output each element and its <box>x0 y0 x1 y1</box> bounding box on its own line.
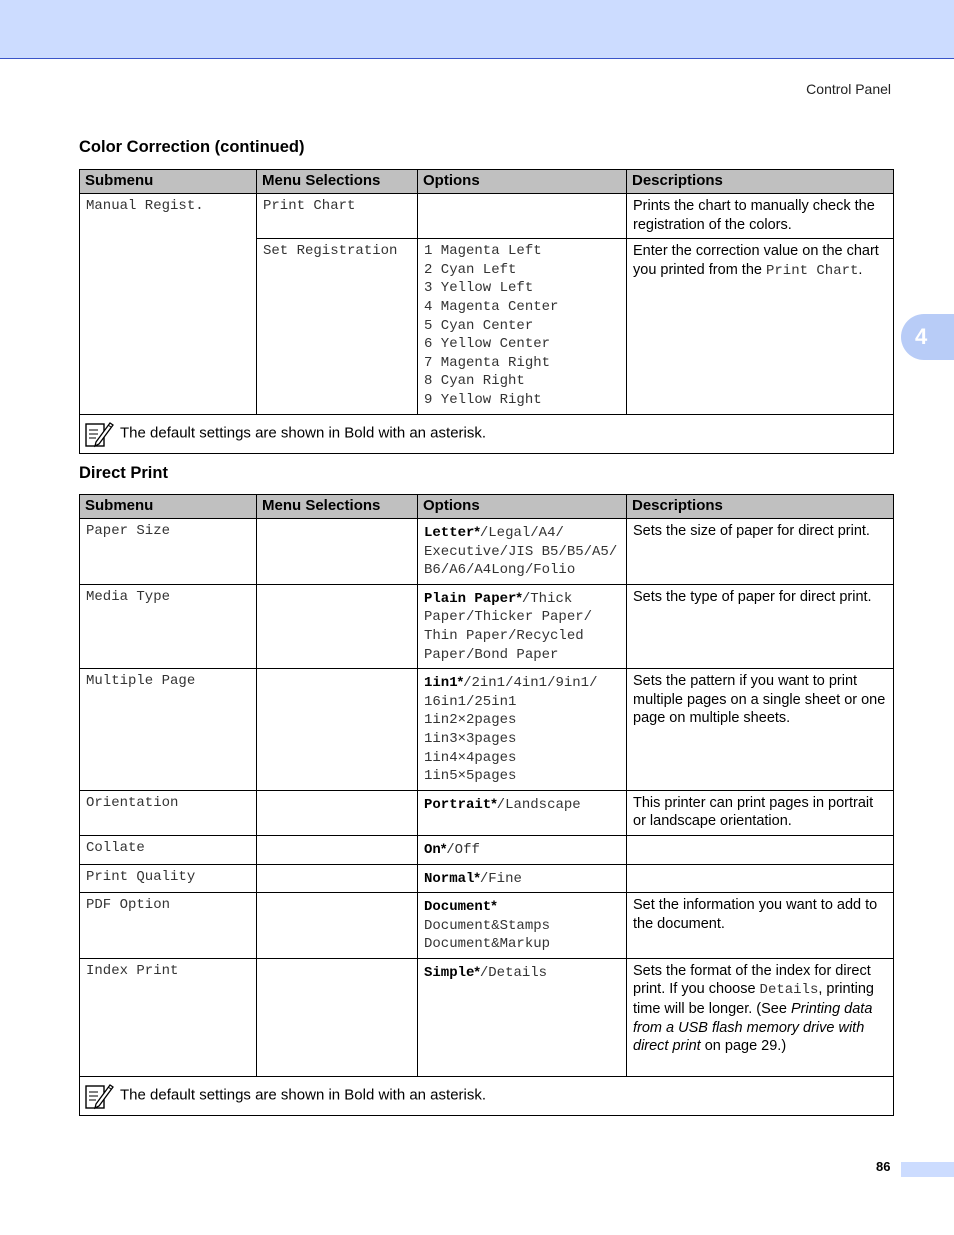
table-row <box>80 519 894 585</box>
option-line: 5 Cyan Center <box>424 317 534 334</box>
default-option: On <box>424 841 441 858</box>
description-text: Enter the correction value on the chart you printed from the <box>633 243 879 278</box>
selection-cell <box>257 864 418 893</box>
description-cell: Sets the type of paper for direct print. <box>627 584 894 668</box>
default-option: Plain Paper <box>424 590 517 607</box>
column-header: Options <box>418 495 627 519</box>
option-text: /2in1/4in1/9in1/ <box>463 675 598 692</box>
default-option: Document <box>424 899 492 916</box>
submenu-cell: Paper Size <box>80 519 257 585</box>
note-cell <box>80 414 894 453</box>
option-text: /Fine <box>479 870 522 887</box>
selection-cell <box>257 669 418 791</box>
description-text: on page 29.) <box>700 1038 787 1055</box>
default-star: * <box>491 794 497 811</box>
column-header: Options <box>418 170 627 194</box>
table-row <box>80 194 894 239</box>
page-number: 86 <box>876 1159 891 1174</box>
selection-cell <box>257 519 418 585</box>
cross-reference-link[interactable]: Printing data from a USB flash memory drive with direct print <box>633 1001 873 1055</box>
option-line: 2 Cyan Left <box>424 261 517 278</box>
chapter-tab: 4 <box>901 314 954 360</box>
page-footer-bar <box>901 1162 954 1177</box>
table-row <box>80 893 894 959</box>
note-pencil-icon <box>84 1082 114 1110</box>
submenu-cell: Manual Regist. <box>80 194 257 415</box>
description-cell <box>627 958 894 1076</box>
default-option: Portrait <box>424 796 492 813</box>
table-row <box>80 958 894 1076</box>
note-row <box>80 414 894 453</box>
option-text: Thin Paper/Recycled <box>424 627 584 644</box>
selection-cell <box>257 893 418 959</box>
column-header: Descriptions <box>627 170 894 194</box>
option-line: 1 Magenta Left <box>424 243 542 260</box>
options-cell <box>418 519 627 585</box>
submenu-cell: Index Print <box>80 958 257 1076</box>
description-cell: This printer can print pages in portrait or landscape orientation. <box>627 790 894 835</box>
note-text: The default settings are shown in Bold with an asterisk. <box>120 424 487 442</box>
options-cell <box>418 790 627 835</box>
options-cell <box>418 669 627 791</box>
default-star: * <box>474 523 480 539</box>
option-text: Executive/JIS B5/B5/A5/ <box>424 543 618 560</box>
default-star: * <box>474 868 480 885</box>
description-cell: Prints the chart to manually check the registration of the colors. <box>627 194 894 239</box>
table-row <box>80 584 894 668</box>
option-line: 7 Magenta Right <box>424 354 551 371</box>
description-cell: Sets the pattern if you want to print multiple pages on a single sheet or one page on multiple sheets. <box>627 669 894 791</box>
description-cell: Sets the size of paper for direct print. <box>627 519 894 585</box>
default-star: * <box>474 962 480 979</box>
option-text: B6/A6/A4Long/Folio <box>424 562 576 579</box>
submenu-cell: Collate <box>80 835 257 864</box>
table-row <box>80 835 894 864</box>
selection-cell <box>257 584 418 668</box>
running-header: Control Panel <box>806 81 891 97</box>
color-correction-table <box>79 169 894 454</box>
option-text: /Legal/A4/ <box>479 525 564 541</box>
default-star: * <box>440 839 447 856</box>
options-cell <box>418 584 627 668</box>
option-text: 1in3×3pages <box>424 730 517 747</box>
column-header: Menu Selections <box>257 495 418 519</box>
column-header: Submenu <box>80 495 257 519</box>
code-text: Print Chart <box>766 262 859 279</box>
default-option: Normal <box>424 870 475 887</box>
table-row <box>80 790 894 835</box>
option-text: 1in2×2pages <box>424 712 517 729</box>
default-star: * <box>491 897 497 914</box>
column-header: Menu Selections <box>257 170 418 194</box>
selection-cell <box>257 958 418 1076</box>
options-cell <box>418 864 627 893</box>
note-pencil-icon <box>84 420 114 448</box>
option-line: 9 Yellow Right <box>424 391 542 408</box>
code-text: Details <box>759 982 819 999</box>
description-cell: Set the information you want to add to the document. <box>627 893 894 959</box>
default-star: * <box>457 673 464 690</box>
selection-cell: Print Chart <box>257 194 418 239</box>
column-header: Descriptions <box>627 495 894 519</box>
selection-cell <box>257 835 418 864</box>
section-title-direct-print: Direct Print <box>79 464 168 482</box>
option-text: Paper/Thicker Paper/ <box>424 609 593 626</box>
option-line: 4 Magenta Center <box>424 298 559 315</box>
option-text: 1in4×4pages <box>424 749 517 766</box>
selection-cell <box>257 790 418 835</box>
table-header-row <box>80 495 894 519</box>
section-title-color-correction: Color Correction (continued) <box>79 138 305 156</box>
option-text: Document&Markup <box>424 936 551 953</box>
selection-cell: Set Registration <box>257 239 418 414</box>
option-text: Paper/Bond Paper <box>424 646 559 663</box>
column-header: Submenu <box>80 170 257 194</box>
option-text: /Off <box>446 841 480 858</box>
option-text: /Details <box>479 964 548 981</box>
option-text: /Landscape <box>496 796 581 813</box>
note-row <box>80 1076 894 1115</box>
description-cell <box>627 239 894 414</box>
option-text: Document&Stamps <box>424 917 551 934</box>
options-cell <box>418 835 627 864</box>
option-line: 6 Yellow Center <box>424 336 551 353</box>
note-text: The default settings are shown in Bold with an asterisk. <box>120 1086 487 1104</box>
option-text: 16in1/25in1 <box>424 693 517 710</box>
description-text: , printing time will be longer. (See <box>633 981 874 1018</box>
submenu-cell: PDF Option <box>80 893 257 959</box>
description-text: . <box>858 261 863 278</box>
default-star: * <box>516 588 522 605</box>
default-option: Letter <box>424 525 475 541</box>
default-option: Simple <box>424 964 475 981</box>
options-cell <box>418 958 627 1076</box>
option-text: /Thick <box>521 590 573 607</box>
description-cell <box>627 835 894 864</box>
submenu-cell: Media Type <box>80 584 257 668</box>
options-cell <box>418 893 627 959</box>
default-option: 1in1 <box>424 675 458 692</box>
note-cell <box>80 1076 894 1115</box>
option-line: 8 Cyan Right <box>424 373 525 390</box>
description-cell <box>627 864 894 893</box>
submenu-cell: Print Quality <box>80 864 257 893</box>
direct-print-table <box>79 494 894 1116</box>
table-row <box>80 669 894 791</box>
submenu-cell: Multiple Page <box>80 669 257 791</box>
description-text: Sets the format of the index for direct print. If you choose <box>633 962 871 998</box>
option-text: 1in5×5pages <box>424 768 517 785</box>
options-cell <box>418 194 627 239</box>
options-cell <box>418 239 627 414</box>
top-banner <box>0 0 954 59</box>
option-line: 3 Yellow Left <box>424 280 534 297</box>
table-header-row <box>80 170 894 194</box>
submenu-cell: Orientation <box>80 790 257 835</box>
table-row <box>80 864 894 893</box>
